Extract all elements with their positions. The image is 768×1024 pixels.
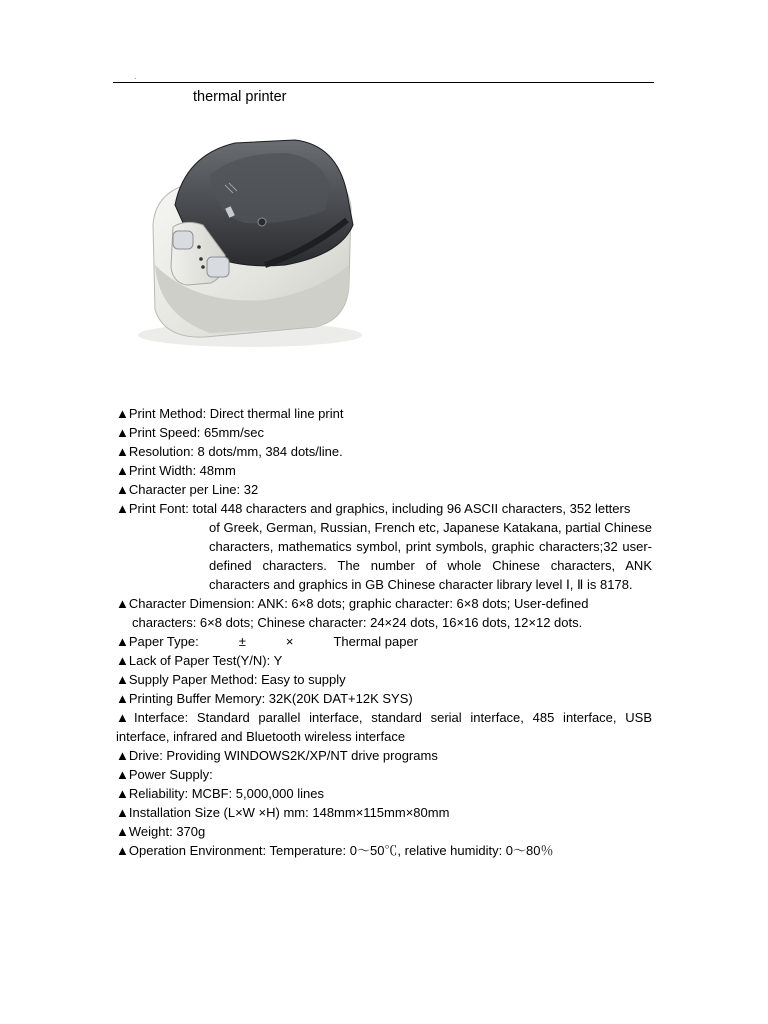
paper-type-label: ▲Paper Type: xyxy=(116,634,199,649)
spec-supply-paper: ▲Supply Paper Method: Easy to supply xyxy=(116,672,346,687)
spec-char-per-line: ▲Character per Line: 32 xyxy=(116,482,259,497)
spec-operation-environment: ▲Operation Environment: Temperature: 0～50℃, relative humidity: 0～80％ xyxy=(116,843,554,858)
header-mark: . xyxy=(134,71,137,81)
paper-type-symbol-1: ± xyxy=(238,634,246,649)
spec-interface: ▲Interface: Standard parallel interface, standard serial interface, 485 interface, USB interface, infrared and Bluetooth wireless interface xyxy=(116,710,652,744)
spec-char-dimension-detail: characters: 6×8 dots; Chinese character: 24×24 dots, 16×16 dots, 12×12 dots. xyxy=(132,615,583,630)
spec-drive: ▲Drive: Providing WINDOWS2K/XP/NT drive programs xyxy=(116,748,438,763)
page-title: thermal printer xyxy=(193,89,287,105)
spec-resolution: ▲Resolution: 8 dots/mm, 384 dots/line. xyxy=(116,444,343,459)
spec-installation-size: ▲Installation Size (L×W ×H) mm: 148mm×115mm×80mm xyxy=(116,805,450,820)
paper-type-value: Thermal paper xyxy=(333,634,419,649)
paper-type-symbol-2: × xyxy=(285,634,294,649)
header-rule xyxy=(113,82,654,83)
spec-paper-type xyxy=(116,632,652,651)
spec-print-width: ▲Print Width: 48mm xyxy=(116,463,236,478)
spec-buffer-memory: ▲Printing Buffer Memory: 32K(20K DAT+12K SYS) xyxy=(116,691,413,706)
printer-photo xyxy=(115,115,377,363)
spec-print-font: ▲Print Font: total 448 characters and graphics, including 96 ASCII characters, 352 letters xyxy=(116,501,631,516)
spec-weight: ▲Weight: 370g xyxy=(116,824,206,839)
spec-print-speed: ▲Print Speed: 65mm/sec xyxy=(116,425,264,440)
spec-char-dimension: ▲Character Dimension: ANK: 6×8 dots; graphic character: 6×8 dots; User-defined xyxy=(116,596,589,611)
spec-print-method: ▲Print Method: Direct thermal line print xyxy=(116,406,344,421)
spec-lack-paper-test: ▲Lack of Paper Test(Y/N): Y xyxy=(116,653,283,668)
spec-reliability: ▲Reliability: MCBF: 5,000,000 lines xyxy=(116,786,324,801)
spec-list xyxy=(116,404,652,860)
spec-print-font-detail: of Greek, German, Russian, French etc, Japanese Katakana, partial Chinese characters, mathematics symbol, print symbols, graphic characters;32 user-defined characters. The number of whole Chinese characters, ANK characters and graphics in GB Chinese character library level Ⅰ, Ⅱ is 8178. xyxy=(209,520,652,592)
spec-power-supply: ▲Power Supply: xyxy=(116,767,213,782)
